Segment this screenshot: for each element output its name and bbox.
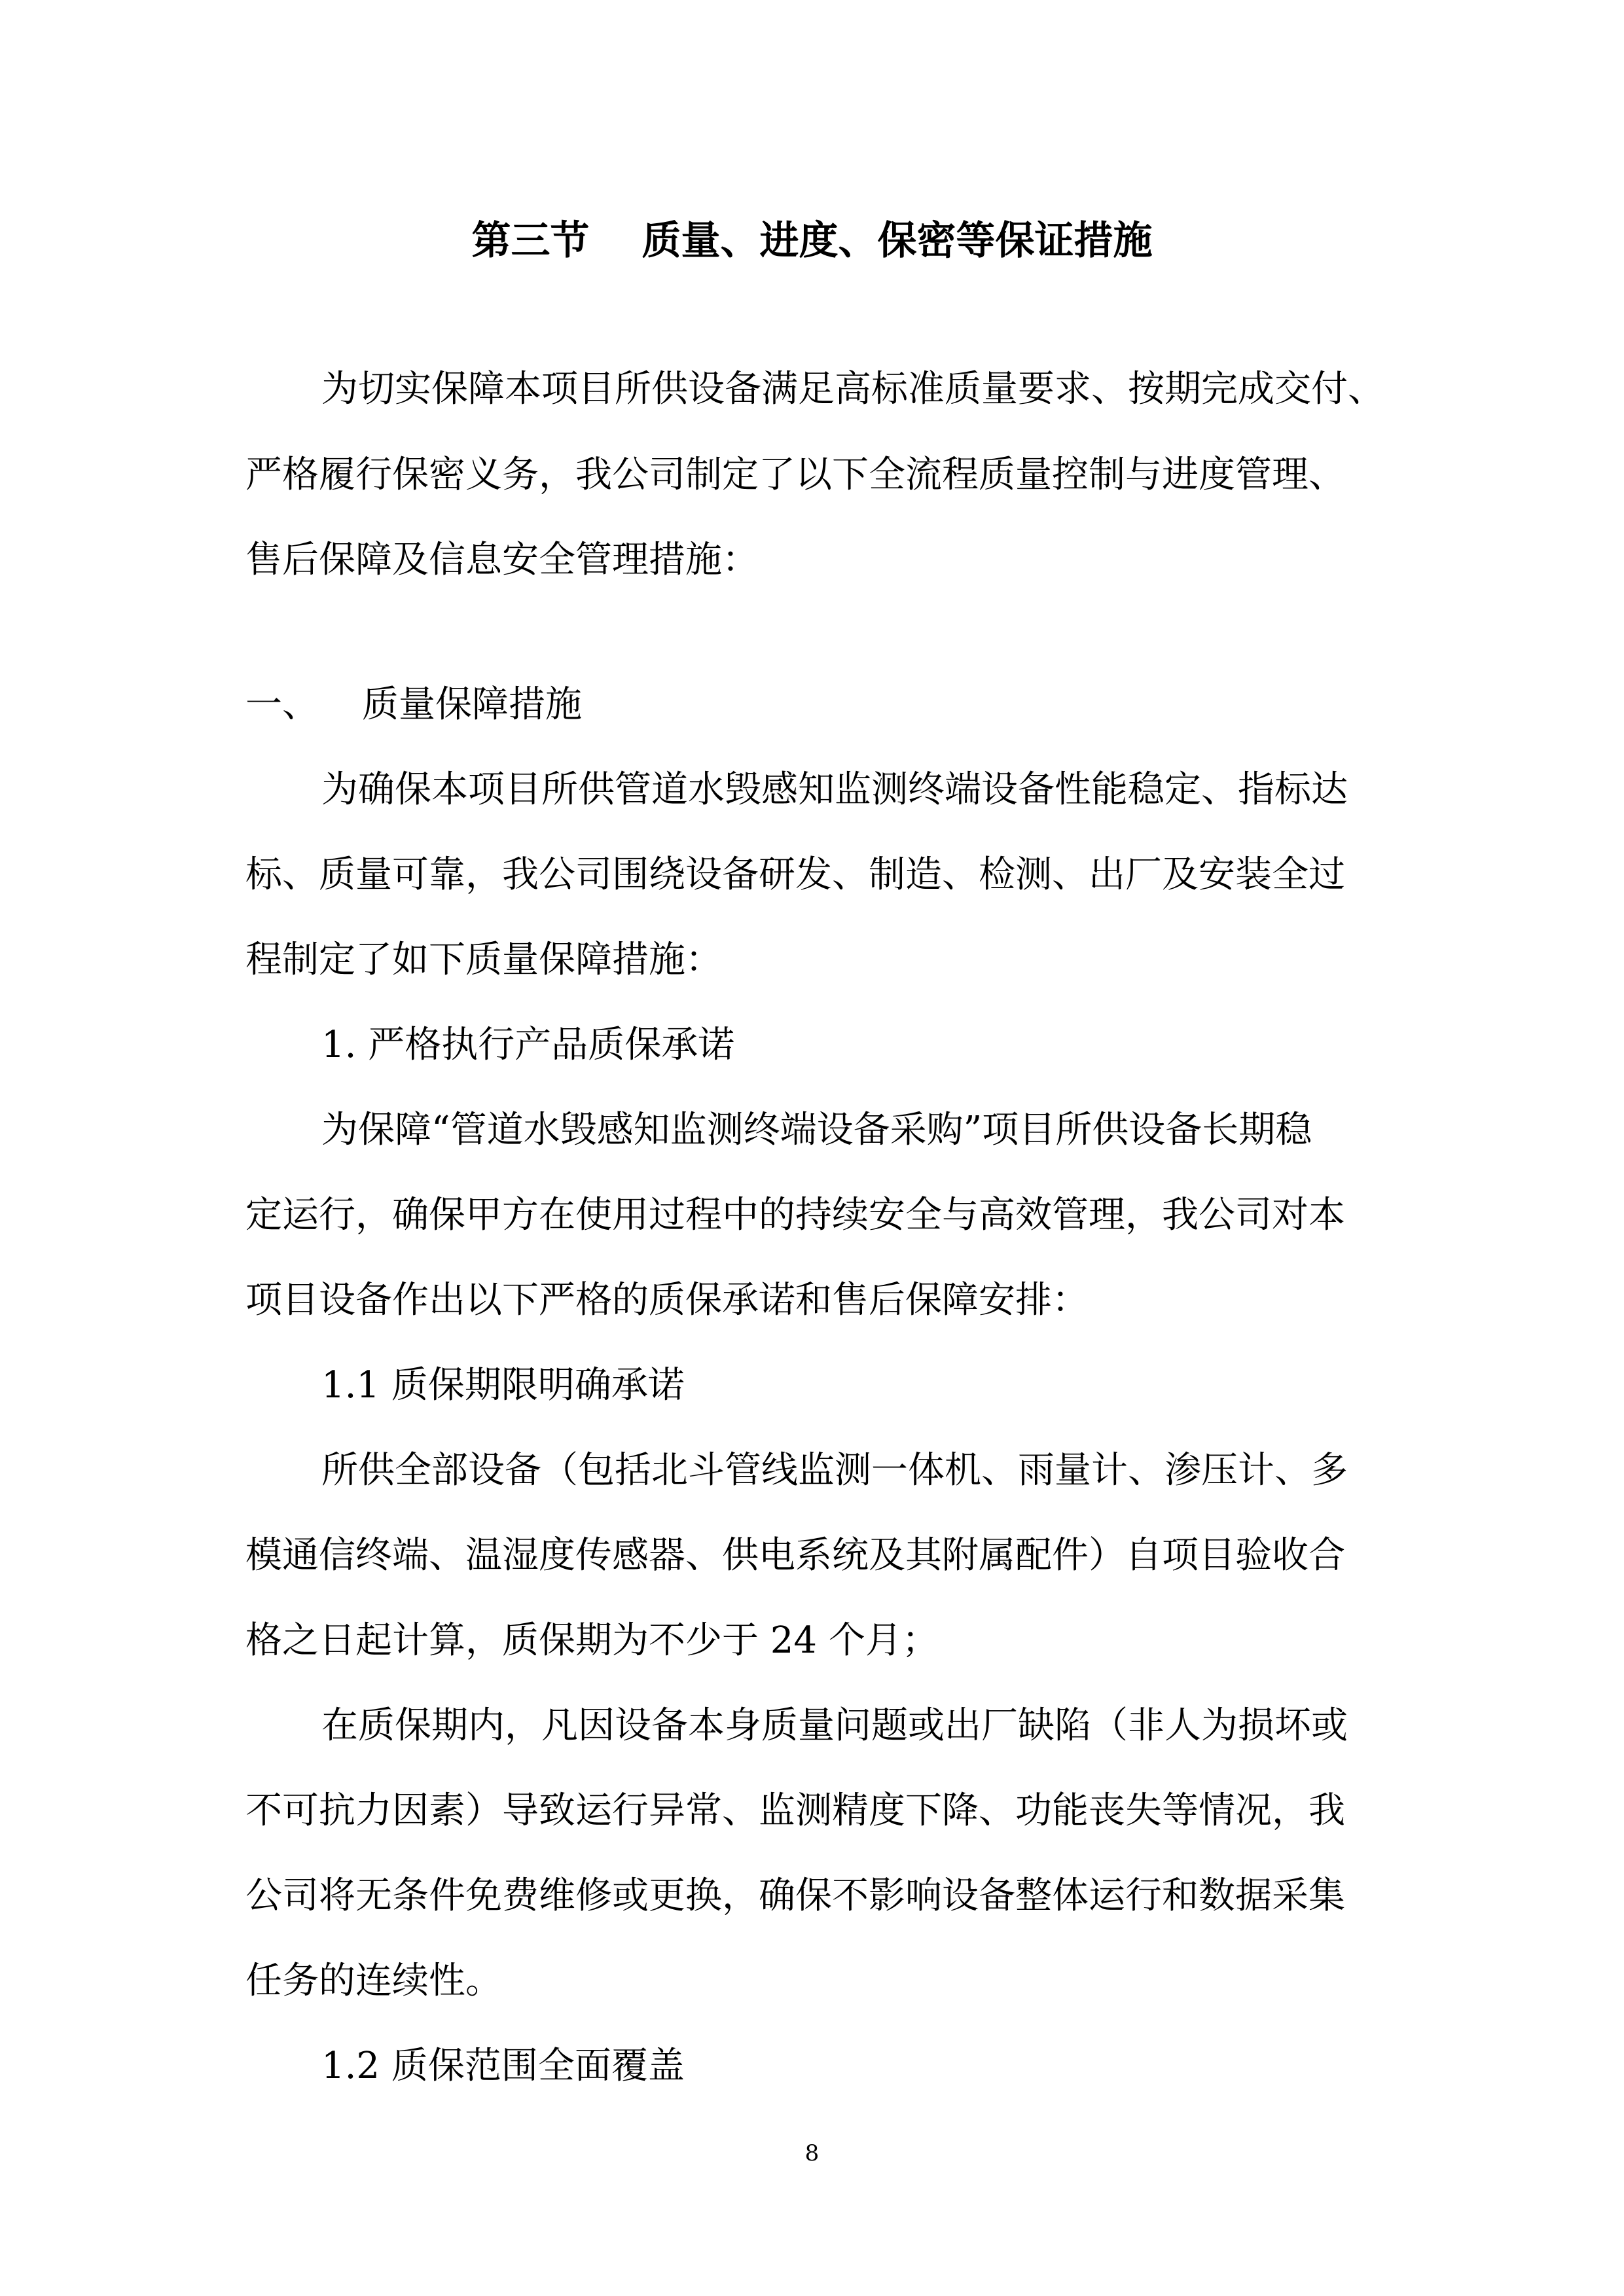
heading-number: 一、 <box>245 683 319 726</box>
warranty-line-3: 项目设备作出以下严格的质保承诺和售后保障安排： <box>245 1279 1089 1321</box>
scope-line-3: 格之日起计算，质保期为不少于 24 个月； <box>245 1619 939 1662</box>
quality-line-1: 为确保本项目所供管道水毁感知监测终端设备性能稳定、指标达 <box>321 768 1348 811</box>
repair-line-2: 不可抗力因素）导致运行异常、监测精度下降、功能丧失等情况，我 <box>245 1789 1345 1832</box>
page-number: 8 <box>804 2140 820 2166</box>
intro-line-2: 严格履行保密义务，我公司制定了以下全流程质量控制与进度管理、 <box>245 454 1345 496</box>
subheading-1: 1. 严格执行产品质保承诺 <box>321 1024 735 1066</box>
quality-line-3: 程制定了如下质量保障措施： <box>245 939 722 981</box>
repair-line-3: 公司将无条件免费维修或更换，确保不影响设备整体运行和数据采集 <box>245 1874 1345 1917</box>
repair-line-1: 在质保期内，凡因设备本身质量问题或出厂缺陷（非人为损坏或 <box>321 1704 1348 1747</box>
heading-quality <box>245 679 582 731</box>
section-title <box>0 208 1624 274</box>
warranty-line-2: 定运行，确保甲方在使用过程中的持续安全与高效管理，我公司对本 <box>245 1194 1345 1236</box>
warranty-line-1: 为保障“管道水毁感知监测终端设备采购”项目所供设备长期稳 <box>321 1109 1312 1151</box>
section-number: 第三节 <box>471 218 590 264</box>
subheading-1-2: 1.2 质保范围全面覆盖 <box>321 2045 685 2087</box>
intro-line-3: 售后保障及信息安全管理措施： <box>245 539 759 581</box>
repair-line-4: 任务的连续性。 <box>245 1960 502 2002</box>
quality-line-2: 标、质量可靠，我公司围绕设备研发、制造、检测、出厂及安装全过 <box>245 853 1345 896</box>
heading-text: 质量保障措施 <box>362 683 582 726</box>
section-heading: 质量、进度、保密等保证措施 <box>641 218 1153 264</box>
subheading-1-1: 1.1 质保期限明确承诺 <box>321 1364 685 1407</box>
scope-line-2: 模通信终端、温湿度传感器、供电系统及其附属配件）自项目验收合 <box>245 1534 1345 1577</box>
scope-line-1: 所供全部设备（包括北斗管线监测一体机、雨量计、渗压计、多 <box>321 1449 1348 1492</box>
intro-line-1: 为切实保障本项目所供设备满足高标准质量要求、按期完成交付、 <box>321 368 1384 410</box>
